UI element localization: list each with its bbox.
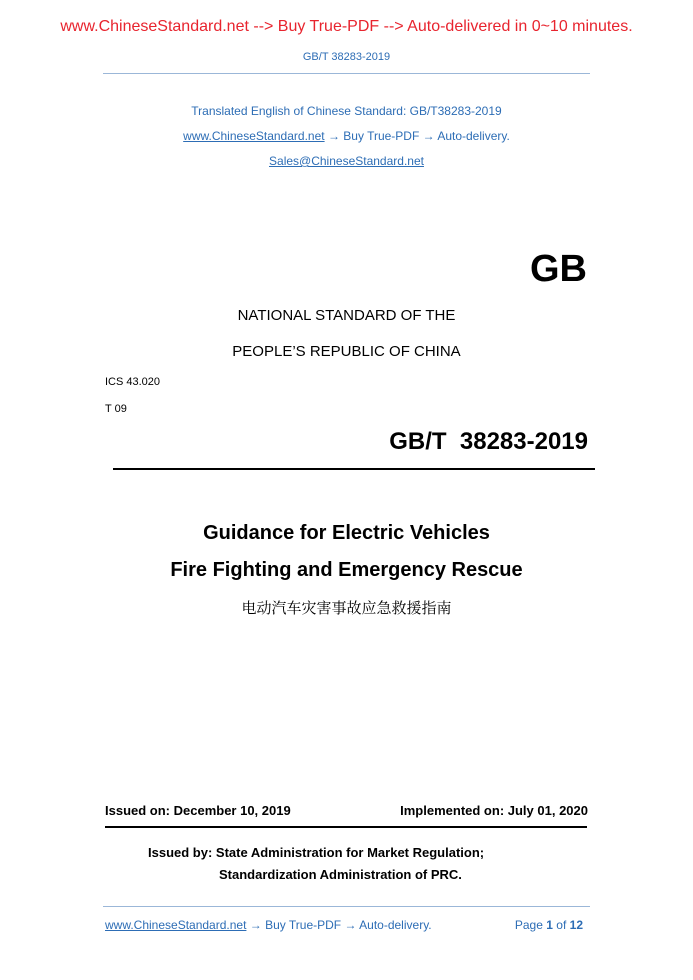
page-label: Page (514, 918, 543, 932)
footer-buy-text: Buy True-PDF (265, 918, 342, 932)
ics-code: ICS 43.020 (105, 376, 161, 388)
page-indicator (515, 918, 583, 932)
t-code: T 09 (105, 403, 127, 415)
implemented-on: Implemented on: July 01, 2020 (400, 803, 588, 818)
title-line1: Guidance for Electric Vehicles (203, 522, 490, 544)
title-line2: Fire Fighting and Emergency Rescue (170, 559, 523, 581)
header-code: GB/T 38283-2019 (302, 51, 391, 63)
footer-rule (103, 906, 590, 907)
date-rule (105, 826, 587, 828)
top-banner[interactable]: www.ChineseStandard.net --> Buy True-PDF --> Auto-delivered in 0~10 minutes. (60, 18, 633, 35)
issued-by-line2: Standardization Administration of PRC. (219, 867, 462, 882)
standard-rule (113, 468, 595, 470)
issued-on: Issued on: December 10, 2019 (105, 803, 291, 818)
header-rule (103, 73, 590, 74)
email-row (0, 154, 693, 168)
arrow-icon: → (249, 918, 262, 932)
buy-pdf-text: Buy True-PDF (343, 129, 420, 143)
site-link[interactable]: www.ChineseStandard.net (183, 129, 325, 143)
auto-delivery-text: Auto-delivery. (437, 129, 510, 143)
issued-by-line1: Issued by: State Administration for Market Regulation; (148, 845, 485, 860)
national-line1: NATIONAL STANDARD OF THE (237, 307, 456, 324)
translation-links (0, 129, 693, 143)
page-total: 12 (569, 918, 583, 932)
arrow-icon: → (327, 129, 340, 143)
footer-auto-delivery: Auto-delivery. (359, 918, 432, 932)
email-link[interactable]: Sales@ChineseStandard.net (269, 154, 424, 168)
standard-number: GB/T 38283-2019 (389, 428, 588, 455)
national-line2: PEOPLE’S REPUBLIC OF CHINA (232, 343, 461, 360)
gb-logo: GB (530, 248, 587, 290)
page-number: 1 (546, 918, 553, 932)
arrow-icon: → (422, 129, 435, 143)
footer-links (105, 918, 432, 932)
arrow-icon: → (344, 918, 357, 932)
footer-site-link[interactable]: www.ChineseStandard.net (105, 918, 247, 932)
title-chinese: 电动汽车灾害事故应急救援指南 (241, 600, 452, 617)
of-label: of (556, 918, 567, 932)
translation-line: Translated English of Chinese Standard: GB/T38283-2019 (191, 104, 502, 118)
